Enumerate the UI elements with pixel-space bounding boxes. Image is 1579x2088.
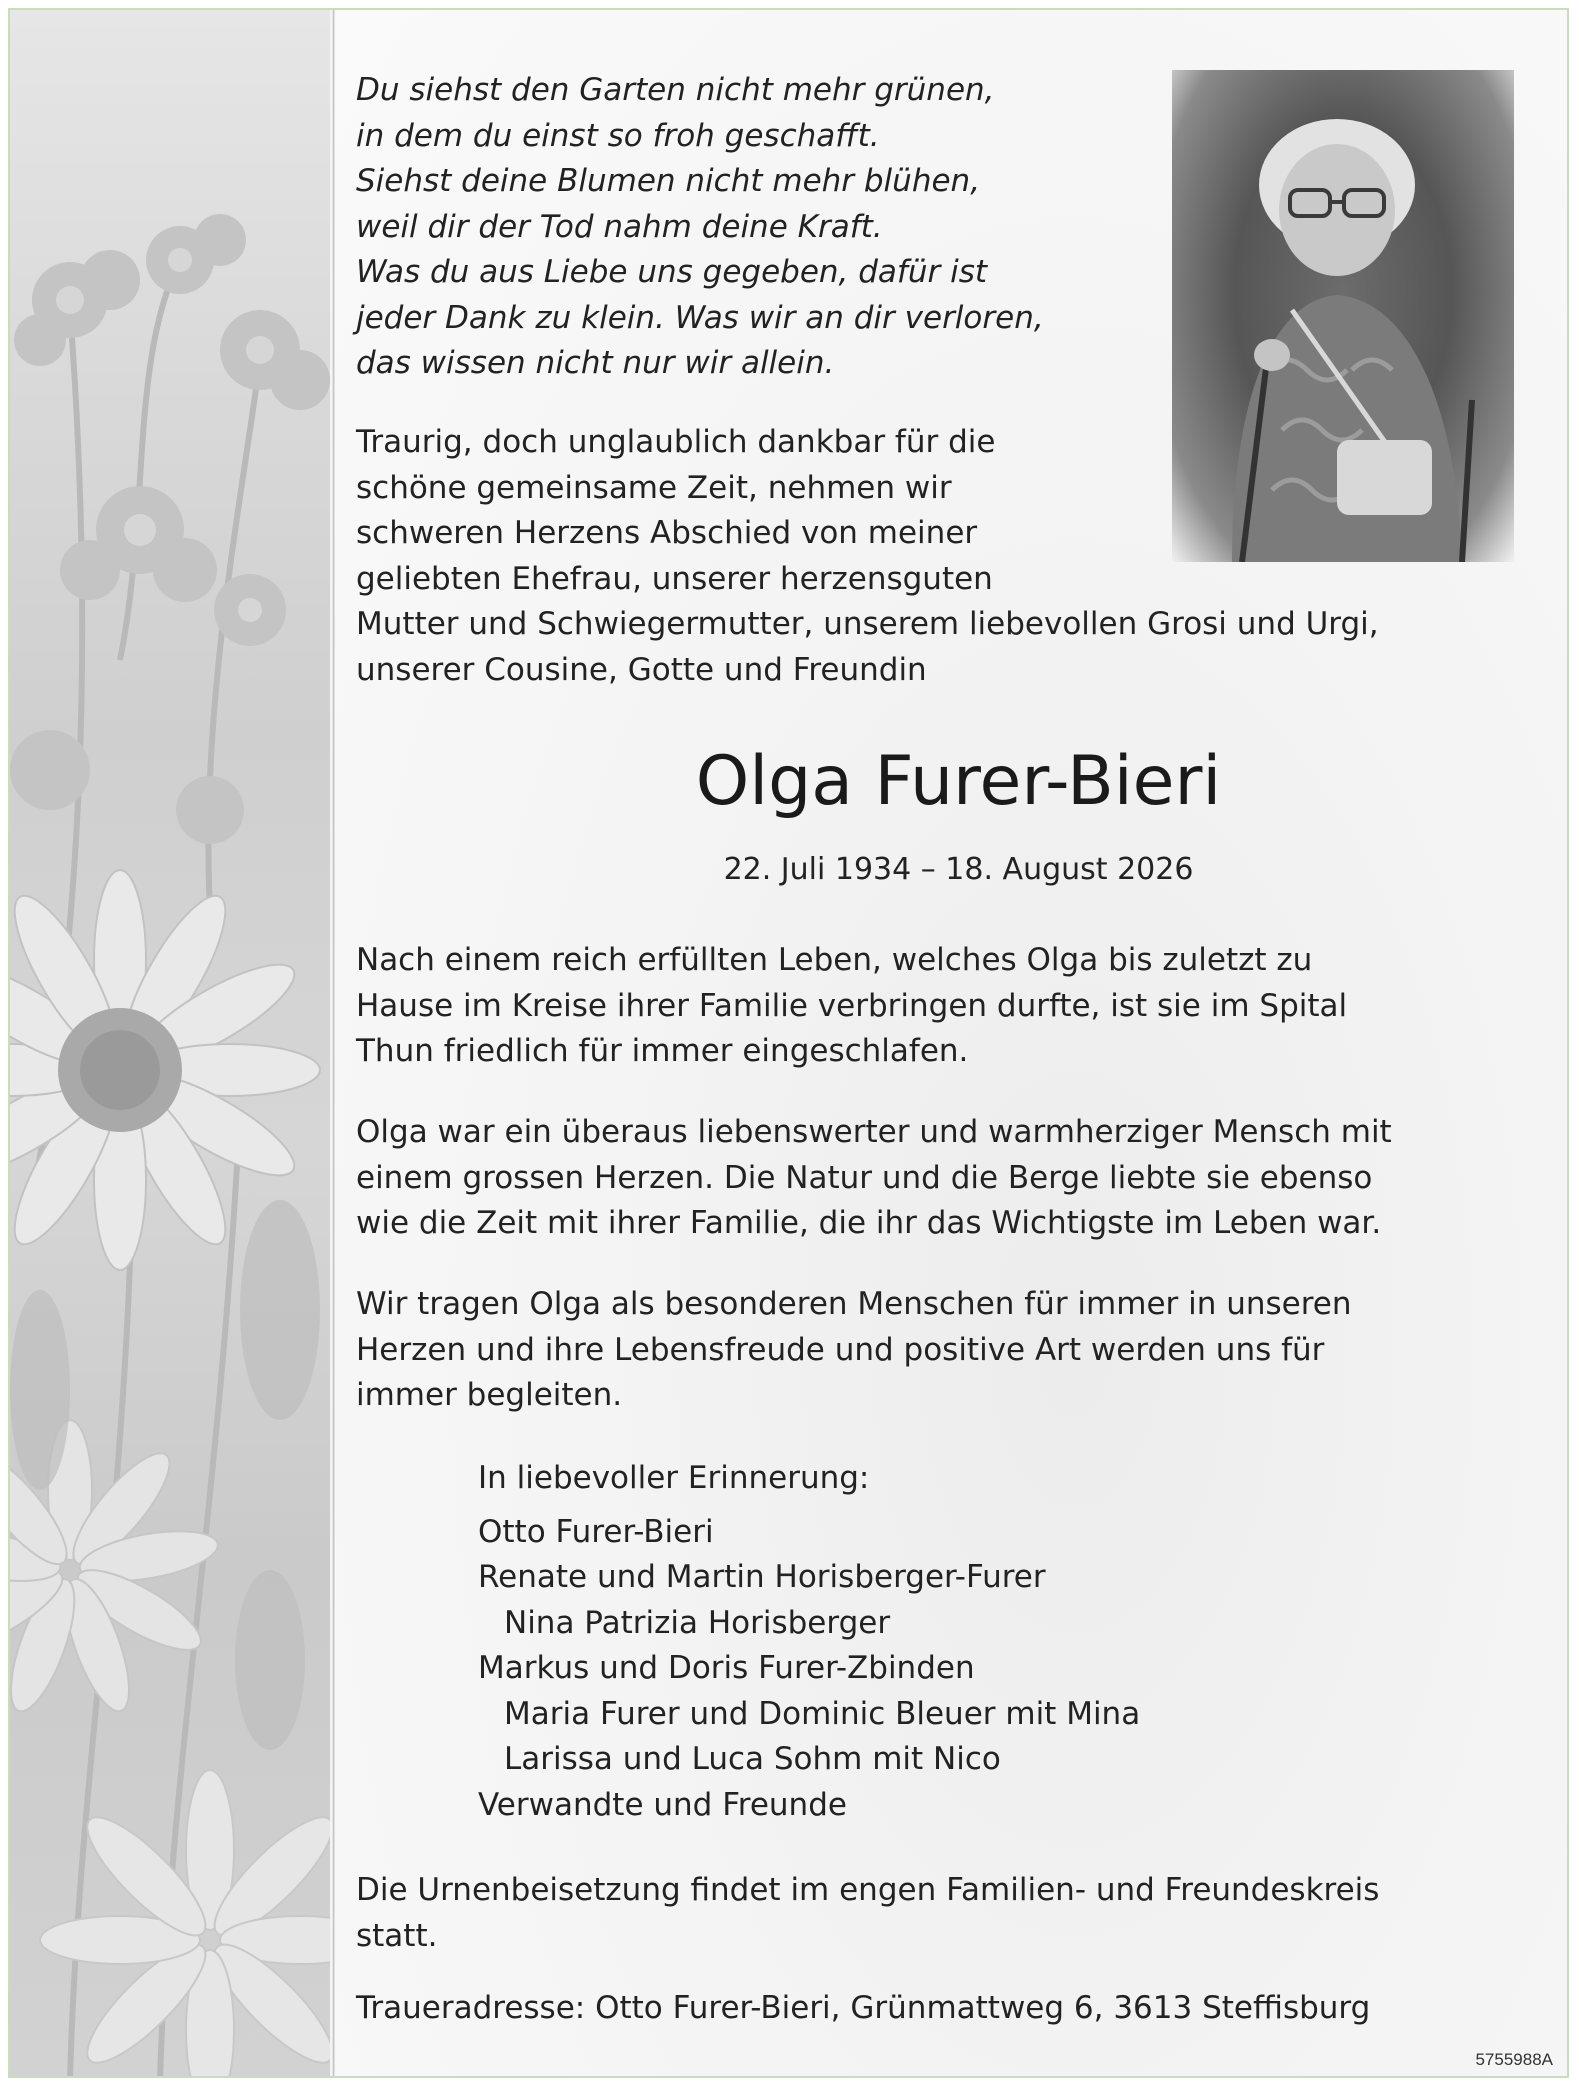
burial-line: Die Urnenbeisetzung findet im engen Familien- und Freundeskreis bbox=[356, 1872, 1380, 1908]
paragraph-line: Nach einem reich erfüllten Leben, welches Olga bis zuletzt zu bbox=[356, 942, 1313, 978]
poem-line: Siehst deine Blumen nicht mehr blühen, bbox=[356, 163, 981, 199]
signers-heading: In liebevoller Erinnerung: bbox=[478, 1460, 870, 1496]
paragraph-line: wie die Zeit mit ihrer Familie, die ihr das Wichtigste im Leben war. bbox=[356, 1205, 1382, 1241]
intro-line: schweren Herzens Abschied von meiner bbox=[356, 515, 978, 551]
paragraph-life bbox=[356, 938, 1536, 1075]
signer-name: Markus und Doris Furer-Zbinden bbox=[478, 1650, 975, 1686]
burial-line: statt. bbox=[356, 1917, 438, 1954]
ad-code: 5755988A bbox=[1475, 2050, 1553, 2069]
intro-paragraph bbox=[356, 420, 1536, 693]
burial-note bbox=[356, 1868, 1536, 1959]
paragraph-character bbox=[356, 1110, 1536, 1247]
intro-line: unserer Cousine, Gotte und Freundin bbox=[356, 651, 927, 688]
poem-line: das wissen nicht nur wir allein. bbox=[356, 345, 835, 381]
deceased-name: Olga Furer-Bieri bbox=[695, 742, 1222, 821]
signer-name: Otto Furer-Bieri bbox=[478, 1513, 714, 1550]
paragraph-line: Wir tragen Olga als besonderen Menschen für immer in unseren bbox=[356, 1286, 1352, 1322]
address-line: Traueradresse: Otto Furer-Bieri, Grünmattweg 6, 3613 Steffisburg bbox=[356, 1990, 1371, 2026]
paragraph-memory bbox=[356, 1282, 1536, 1419]
paragraph-line: immer begleiten. bbox=[356, 1377, 623, 1413]
obituary-frame bbox=[8, 8, 1569, 2078]
intro-line: Mutter und Schwiegermutter, unserem liebevollen Grosi und Urgi, bbox=[356, 606, 1379, 642]
paragraph-line: Thun friedlich für immer eingeschlafen. bbox=[356, 1033, 969, 1069]
signers-list bbox=[478, 1456, 1140, 1828]
signer-name: Nina Patrizia Horisberger bbox=[504, 1604, 891, 1641]
poem bbox=[356, 68, 1136, 387]
flower-illustration bbox=[10, 10, 330, 2076]
signer-name: Larissa und Luca Sohm mit Nico bbox=[504, 1741, 1001, 1777]
life-dates: 22. Juli 1934 – 18. August 2026 bbox=[723, 852, 1194, 887]
signer-name: Verwandte und Freunde bbox=[478, 1786, 847, 1823]
signer-name: Renate und Martin Horisberger-Furer bbox=[478, 1559, 1046, 1595]
mourning-address bbox=[356, 1986, 1536, 2032]
intro-line: schöne gemeinsame Zeit, nehmen wir bbox=[356, 469, 952, 506]
intro-line: geliebten Ehefrau, unserer herzensguten bbox=[356, 560, 993, 597]
poem-line: Was du aus Liebe uns gegeben, dafür ist bbox=[356, 254, 988, 290]
paragraph-line: Hause im Kreise ihrer Familie verbringen durfte, ist sie im Spital bbox=[356, 987, 1348, 1024]
poem-line: Du siehst den Garten nicht mehr grünen, bbox=[356, 72, 995, 108]
signer-name: Maria Furer und Dominic Bleuer mit Mina bbox=[504, 1695, 1141, 1732]
intro-line: Traurig, doch unglaublich dankbar für die bbox=[356, 424, 996, 460]
poem-line: in dem du einst so froh geschafft. bbox=[356, 117, 880, 154]
flower-background bbox=[10, 10, 330, 2076]
paragraph-line: einem grossen Herzen. Die Natur und die Berge liebte sie ebenso bbox=[356, 1159, 1373, 1196]
poem-line: jeder Dank zu klein. Was wir an dir verloren, bbox=[356, 299, 1044, 336]
poem-line: weil dir der Tod nahm deine Kraft. bbox=[356, 208, 883, 245]
paragraph-line: Olga war ein überaus liebenswerter und warmherziger Mensch mit bbox=[356, 1114, 1392, 1150]
paragraph-line: Herzen und ihre Lebensfreude und positive Art werden uns für bbox=[356, 1331, 1325, 1368]
